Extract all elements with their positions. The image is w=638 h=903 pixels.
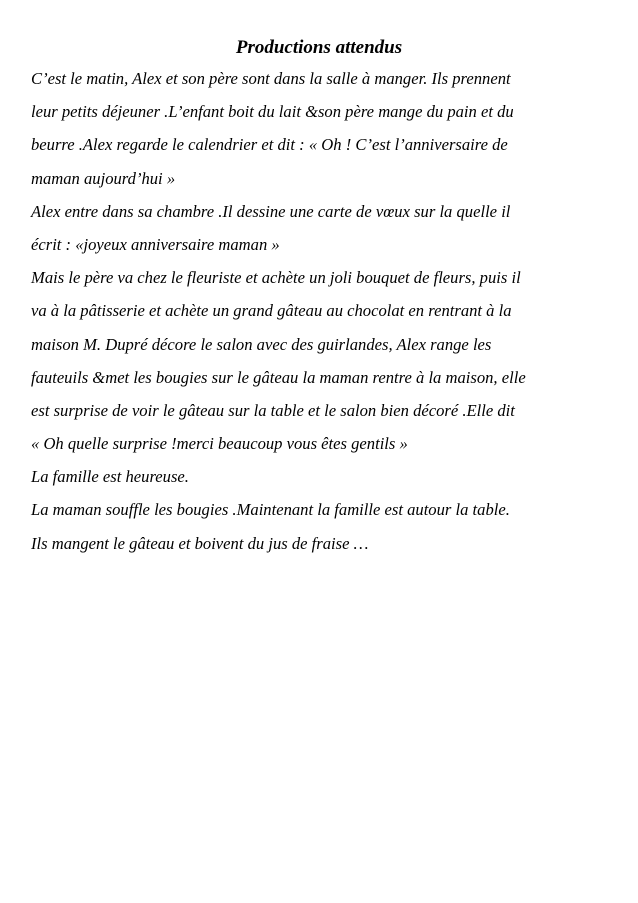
text-line: Mais le père va chez le fleuriste et achète un joli bouquet de fleurs, puis il [31,268,521,288]
text-line: La maman souffle les bougies .Maintenant la famille est autour la table. [31,500,510,520]
document-title: Productions attendus [235,37,403,58]
text-line: est surprise de voir le gâteau sur la table et le salon bien décoré .Elle dit [31,400,515,420]
text-line: écrit : «joyeux anniversaire maman » [31,234,280,254]
text-line: beurre .Alex regarde le calendrier et dit : « Oh ! C’est l’anniversaire de [31,135,508,155]
document-body [31,62,621,560]
text-line: va à la pâtisserie et achète un grand gâteau au chocolat en rentrant à la [31,301,512,321]
text-line: La famille est heureuse. [31,467,189,487]
text-line: leur petits déjeuner .L’enfant boit du lait &son père mange du pain et du [31,102,514,122]
text-line: « Oh quelle surprise !merci beaucoup vous êtes gentils » [31,434,408,454]
text-line: Alex entre dans sa chambre .Il dessine une carte de vœux sur la quelle il [31,201,511,221]
text-line: maman aujourd’hui » [31,168,176,188]
text-line: maison M. Dupré décore le salon avec des guirlandes, Alex range les [31,334,492,354]
text-line: Ils mangent le gâteau et boivent du jus de fraise … [31,533,369,553]
text-line: C’est le matin, Alex et son père sont dans la salle à manger. Ils prennent [31,69,511,88]
text-line: fauteuils &met les bougies sur le gâteau la maman rentre à la maison, elle [31,367,526,387]
